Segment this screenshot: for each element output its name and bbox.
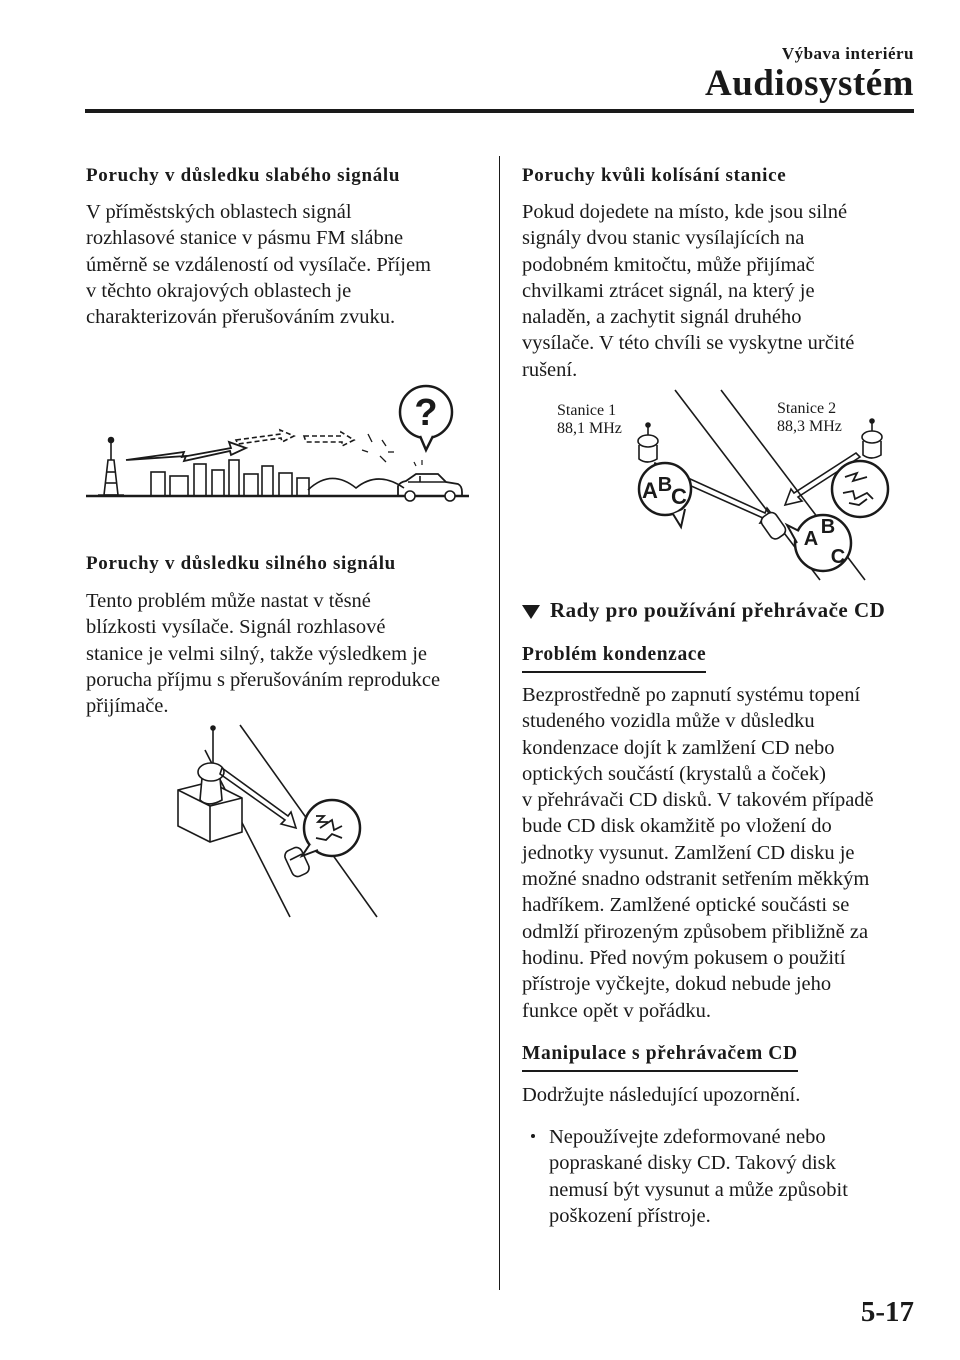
triangle-marker-icon [522,605,540,619]
bullet-dot-icon [531,1134,535,1138]
list-item [531,1124,848,1229]
noise-bubble-icon [302,800,360,856]
running-header-section: Výbava interiéru [781,44,914,63]
section-heading-cd-tips-text: Rady pro používání přehrávače CD [550,598,886,622]
header-rule [85,109,914,113]
page-number: 5-17 [860,1296,914,1328]
station-1-tower-icon [638,423,658,462]
paragraph-weak-signal: V příměstských oblastech signál rozhlasové stanice v pásmu FM slábne úměrně se vzdáleností od vysílače. Příjem v těchto okrajových oblastech je charakterizován přerušováním zvuku. [86,201,431,329]
column-divider [499,156,500,1290]
station-2-name: Stanice 2 [777,400,837,417]
cd-handling-bullets [531,1124,848,1229]
station-2-tower-icon [862,419,882,458]
paragraph-station-drift: Pokud dojedete na místo, kde jsou silné signály dvou stanic vysílajících na podobném kmitočtu, může přijímač chvilkami ztrácet signál, na který je naladěn, a zachytit signál druhého vysílače. V této chvíli se vyskytne určité rušení. [522,201,855,381]
heading-weak-signal: Poruchy v důsledku slabého signálu [86,165,401,186]
question-mark-glyph: ? [414,392,438,434]
svg-text:A: A [642,478,658,503]
heading-strong-signal: Poruchy v důsledku silného signálu [86,553,396,574]
transmitter-station-icon [178,726,242,842]
paragraph-condensation: Bezprostředně po zapnutí systému topení studeného vozidla může v důsledku kondenzace dojít k zamlžení CD nebo optických součástí (krystalů a čoček) v přehrávači CD disků. V takovém případě bude CD disk okamžitě po vložení do jednotky vysunut. Zamlžení CD disku je možné snadno odstranit setřením měkkým hadříkem. Zamlžené optické součásti se odmlží přirozeným způsobem přibližně za hodinu. Před novým pokusem o použití přístroje vyčkejte, dokud nebude jeho funkce opět v pořádku. [522,684,874,1022]
weak-signal-illustration [86,378,471,503]
station-1-frequency: 88,1 MHz [557,420,622,437]
svg-text:C: C [830,546,846,568]
station-1-name: Stanice 1 [557,402,617,419]
transmitter-tower-icon [98,438,124,496]
station-drift-illustration [555,385,890,585]
noise-bubble-icon [832,461,888,517]
svg-text:B: B [657,474,673,496]
subheading-condensation: Problém kondenzace [522,643,706,673]
strong-signal-illustration [170,720,385,920]
paragraph-cd-handling: Dodržujte následující upozornění. [522,1084,801,1106]
subheading-cd-handling: Manipulace s přehrávačem CD [522,1042,798,1072]
car-icon [759,510,788,541]
section-heading-cd-tips [522,598,885,623]
running-header-title: Audiosystém [704,63,914,104]
paragraph-strong-signal: Tento problém může nastat v těsné blízkosti vysílače. Signál rozhlasové stanice je velmi silný, takže výsledkem je porucha příjmu s přerušováním reprodukce přijímače. [86,590,441,718]
svg-text:A: A [803,528,819,550]
svg-text:B: B [820,516,836,538]
heading-station-drift: Poruchy kvůli kolísání stanice [522,165,787,186]
bullet-text: Nepoužívejte zdeformované nebo popraskané disky CD. Takový disk nemusí být vysunut a může způsobit poškození přístroje. [549,1126,848,1227]
svg-text:C: C [671,484,687,509]
station-2-frequency: 88,3 MHz [777,418,842,435]
city-buildings-icon [151,460,309,496]
